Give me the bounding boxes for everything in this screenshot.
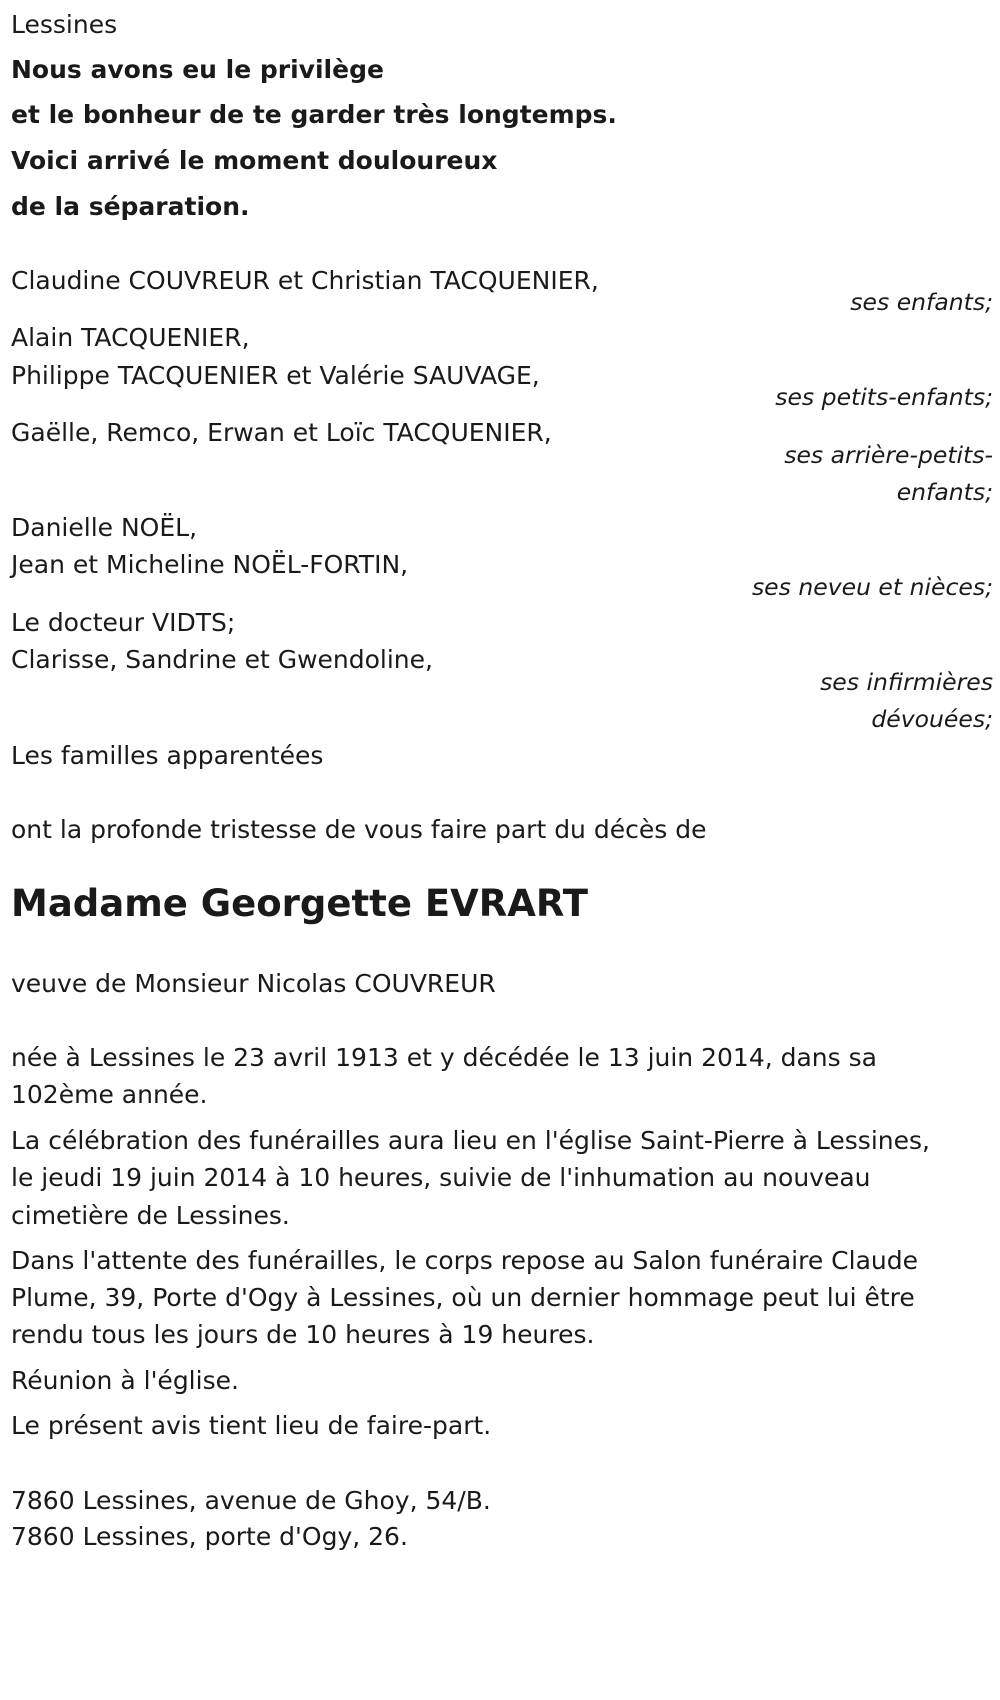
paragraph-line: le jeudi 19 juin 2014 à 10 heures, suivie de l'inhumation au nouveau [11,1163,871,1192]
family-role: enfants; [896,478,993,506]
meeting-note: Réunion à l'église. [11,1366,239,1395]
family-names: Danielle NOËL, [11,513,198,542]
related-families: Les familles apparentées [11,741,324,770]
family-names: Clarisse, Sandrine et Gwendoline, [11,645,433,674]
family-role: ses arrière-petits- [784,441,993,469]
family-names: Le docteur VIDTS; [11,608,236,637]
paragraph-line: 102ème année. [11,1080,208,1109]
family-names: Claudine COUVREUR et Christian TACQUENIER, [11,266,599,295]
family-names: Alain TACQUENIER, [11,323,250,352]
address-line: 7860 Lessines, porte d'Ogy, 26. [11,1522,408,1551]
paragraph-line: Dans l'attente des funérailles, le corps repose au Salon funéraire Claude [11,1246,918,1275]
poem-line: Nous avons eu le privilège [11,55,384,84]
family-names: Jean et Micheline NOËL-FORTIN, [11,550,409,579]
widow-of: veuve de Monsieur Nicolas COUVREUR [11,969,496,998]
family-role: ses enfants; [850,288,993,316]
family-role: dévouées; [871,705,993,733]
address-line: 7860 Lessines, avenue de Ghoy, 54/B. [11,1486,491,1515]
family-names: Gaëlle, Remco, Erwan et Loïc TACQUENIER, [11,418,552,447]
notice-note: Le présent avis tient lieu de faire-part. [11,1411,492,1440]
paragraph-line: La célébration des funérailles aura lieu en l'église Saint-Pierre à Lessines, [11,1126,930,1155]
paragraph-line: cimetière de Lessines. [11,1201,290,1230]
paragraph-line: rendu tous les jours de 10 heures à 19 heures. [11,1320,595,1349]
paragraph-line: Plume, 39, Porte d'Ogy à Lessines, où un dernier hommage peut lui être [11,1283,915,1312]
place-heading: Lessines [11,10,118,39]
poem-line: Voici arrivé le moment douloureux [11,146,498,175]
family-role: ses petits-enfants; [775,383,993,411]
family-names: Philippe TACQUENIER et Valérie SAUVAGE, [11,361,540,390]
paragraph-line: née à Lessines le 23 avril 1913 et y décédée le 13 juin 2014, dans sa [11,1043,877,1072]
poem-line: et le bonheur de te garder très longtemps. [11,100,617,129]
deceased-name: Madame Georgette EVRART [11,882,588,925]
announcement: ont la profonde tristesse de vous faire part du décès de [11,815,707,844]
family-role: ses neveu et nièces; [751,573,993,601]
family-role: ses infirmières [820,668,993,696]
poem-line: de la séparation. [11,192,250,221]
